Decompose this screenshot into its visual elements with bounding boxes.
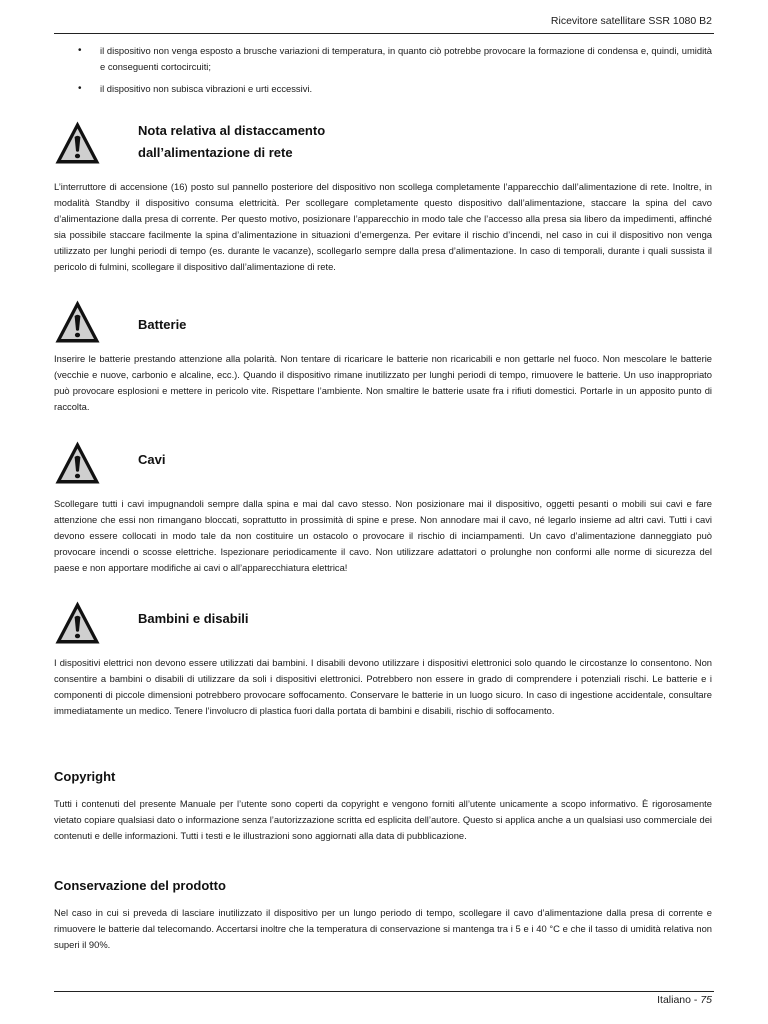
footer-rule bbox=[54, 991, 714, 992]
warning-triangle-icon bbox=[54, 600, 101, 645]
bullet-glyph: • bbox=[78, 83, 82, 94]
page-footer bbox=[657, 994, 712, 1006]
bullet-glyph: • bbox=[78, 45, 82, 56]
warning-triangle-icon bbox=[54, 299, 101, 344]
section-heading-distacco bbox=[138, 120, 325, 164]
header-rule bbox=[54, 33, 714, 34]
warning-triangle-icon bbox=[54, 120, 101, 165]
page-header-title: Ricevitore satellitare SSR 1080 B2 bbox=[550, 15, 712, 27]
bullet-text: il dispositivo non subisca vibrazioni e urti eccessivi. bbox=[100, 83, 313, 94]
section-heading-copyright: Copyright bbox=[54, 769, 116, 784]
bullet-list bbox=[54, 43, 712, 103]
section-body-bambini: I dispositivi elettrici non devono essere utilizzati dai bambini. I disabili devono utilizzare i dispositivi elettronici solo quando le circostanze lo consentono. Non consentire a bambini o disabili di utilizzare da soli i dispositivi elettronici. Potrebbero non essere in grado di comprendere i potenziali rischi. Le batterie e i componenti di piccole dimensioni potrebbero provocare soffocamento. Conservare le batterie in un luogo sicuro. In caso di ingestione accidentale, consultare immediatamente un medico. Tenere l’involucro di plastica fuori dalla portata di bambini e disabili, rischio di soffocamento. bbox=[54, 657, 712, 716]
section-body-copyright: Tutti i contenuti del presente Manuale per l’utente sono coperti da copyright e vengono forniti all’utente unicamente a scopo informativo. È rigorosamente vietato copiare qualsiasi dato o informazione senza l’autorizzazione scritta ed esplicita dell’autore. Questo si applica anche a un qualsiasi uso commerciale dei contenuti e delle informazioni. Tutti i testi e le illustrazioni sono aggiornati alla data di pubblicazione. bbox=[54, 798, 712, 841]
page-number: 75 bbox=[700, 994, 712, 1006]
section-heading-conservazione: Conservazione del prodotto bbox=[54, 878, 226, 893]
section-heading-batterie: Batterie bbox=[138, 317, 187, 332]
bullet-item bbox=[54, 43, 712, 75]
section-body-conservazione: Nel caso in cui si preveda di lasciare inutilizzato il dispositivo per un lungo periodo di tempo, scollegare il cavo d’alimentazione dalla presa di corrente e rimuovere le batterie dal telecomando. Accertarsi inoltre che la temperatura di conservazione si mantenga tra i 5 e i 40 °C e che il tasso di umidità relativa non superi il 90%. bbox=[54, 907, 712, 950]
section-body-distacco: L’interruttore di accensione (16) posto sul pannello posteriore del dispositivo non scollega completamente l’apparecchio dall’alimentazione di rete. Inoltre, in modalità Standby il dispositivo consuma elettricità. Per scollegare completamente questo dispositivo dall’alimentazione, staccare la spina del cavo d’alimentazione dalla presa di corrente. Per questo motivo, posizionare l’apparecchio in modo tale che l’accesso alla presa sia libero da impedimenti, affinché sia possibile staccare facilmente la spina d’alimentazione in situazioni d’emergenza. Per evitare il rischio d’incendi, nel caso in cui il dispositivo non venga utilizzato per lunghi periodi di tempo (es. durante le vacanze), scollegarlo sempre dalla presa d’alimentazione. In caso di temporali, durante i quali sussista il pericolo di fulmini, scollegare il dispositivo dall’alimentazione di rete. bbox=[54, 181, 712, 272]
section-heading-cavi: Cavi bbox=[138, 452, 166, 467]
warning-triangle-icon bbox=[54, 440, 101, 485]
section-heading-bambini: Bambini e disabili bbox=[138, 611, 249, 626]
heading-line: Nota relativa al distaccamento bbox=[138, 123, 326, 138]
bullet-item bbox=[54, 81, 712, 97]
bullet-text: il dispositivo non venga esposto a brusche variazioni di temperatura, in quanto ciò potrebbe provocare la formazione di condensa e, quindi, umidità e conseguenti cortocircuiti; bbox=[100, 45, 712, 72]
footer-separator: - bbox=[693, 994, 698, 1006]
footer-language: Italiano bbox=[657, 994, 691, 1006]
heading-line: dall’alimentazione di rete bbox=[138, 145, 293, 160]
section-body-batterie: Inserire le batterie prestando attenzione alla polarità. Non tentare di ricaricare le batterie non ricaricabili e non gettarle nel fuoco. Non mescolare le batterie (vecchie e nuove, carbonio e alcaline, ecc.). Quando il dispositivo rimane inutilizzato per lunghi periodi di tempo, rimuovere le batterie. Un uso inappropriato può provocare esplosioni e mettere in pericolo vite. Rispettare l’ambiente. Non smaltire le batterie usate fra i rifiuti domestici. Portarle in un apposito punto di raccolta. bbox=[54, 353, 712, 412]
section-body-cavi: Scollegare tutti i cavi impugnandoli sempre dalla spina e mai dal cavo stesso. Non posizionare mai il dispositivo, oggetti pesanti o mobili sui cavi e fare attenzione che essi non rimangano bloccati, soprattutto in prossimità di spine e prese. Non annodare mai il cavo, né legarlo insieme ad altri cavi. Tutti i cavi devono essere collocati in modo tale da non costituire un ostacolo o provocare il rischio di inciampamenti. Un cavo d’alimentazione danneggiato può provocare incendi o scosse elettriche. Ispezionare periodicamente il cavo. Non utilizzare adattatori o prolunghe non conformi alle norme di sicurezza del paese e non apportare modifiche ai cavi o all’apparecchiatura elettrica! bbox=[54, 498, 712, 573]
